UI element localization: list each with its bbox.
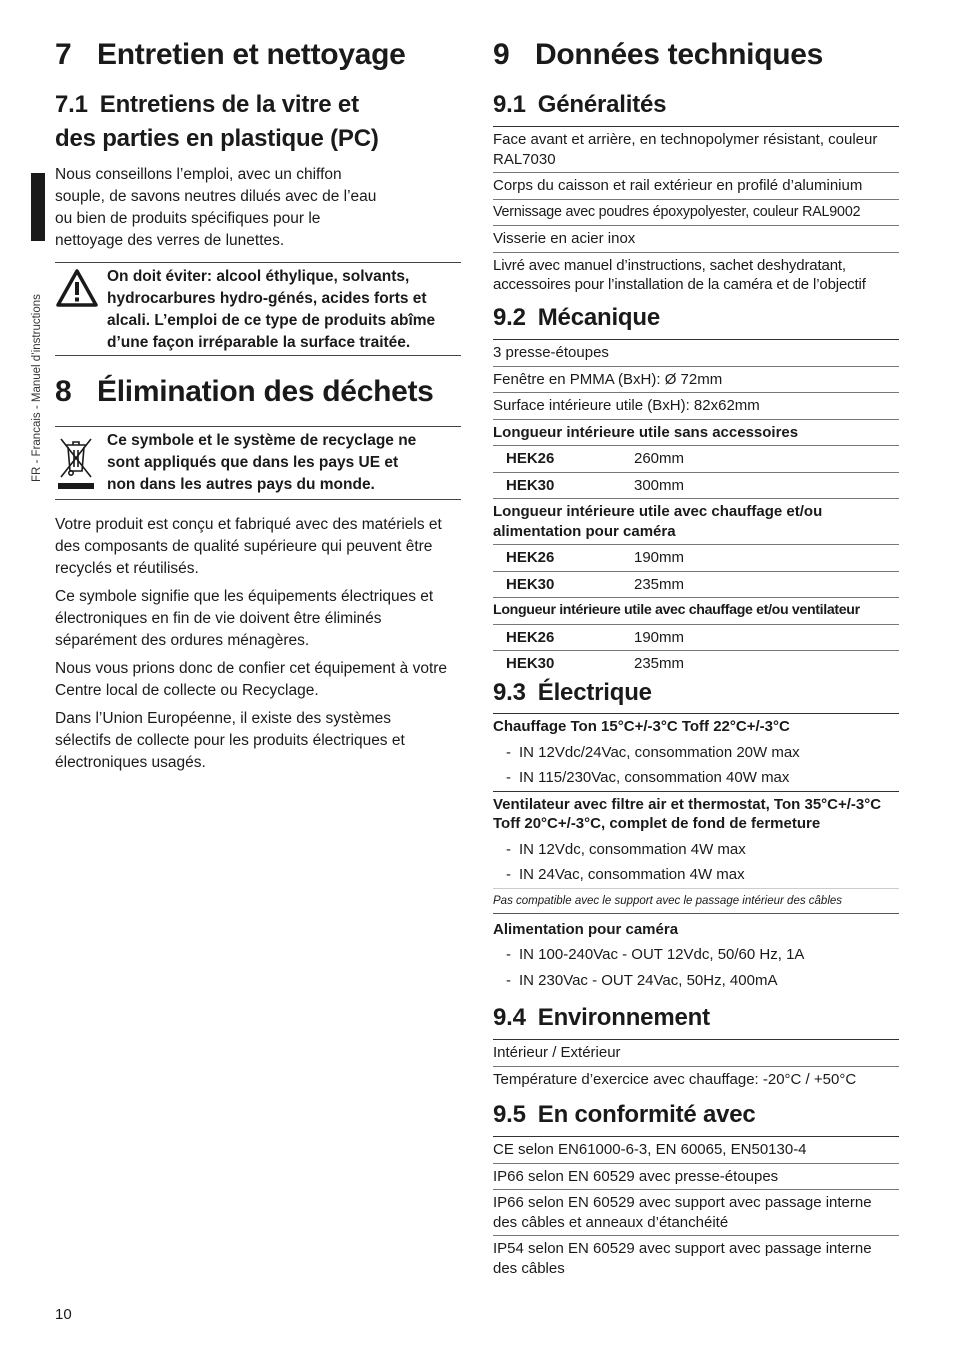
spec-text: IN 12Vdc, consommation 4W max	[519, 840, 746, 858]
model-value: 235mm	[634, 575, 685, 593]
spec-text: IN 12Vdc/24Vac, consommation 20W max	[519, 743, 800, 761]
recycling-paragraph-1: Votre produit est conçu et fabriqué avec des matériels et des composants de qualité supérieure qui peuvent être recyclés et réutilisés.	[55, 516, 442, 577]
section-9-3-heading	[493, 676, 652, 710]
section-title-line-1: Entretiens de la vitre et	[99, 91, 359, 118]
model-value: 190mm	[634, 549, 685, 566]
section-9-5-heading	[493, 1098, 756, 1132]
model-value: 190mm	[634, 628, 685, 646]
model-label: HEK26	[506, 450, 555, 467]
spec-row: Face avant et arrière, en technopolymer résistant, couleur RAL7030	[493, 126, 899, 172]
page-number: 10	[55, 1306, 72, 1323]
spec-row: Fenêtre en PMMA (BxH): Ø 72mm	[493, 366, 899, 393]
spec-text: IN 115/230Vac, consommation 40W max	[519, 769, 790, 786]
spec-row: IP66 selon EN 60529 avec support avec passage interne des câbles et anneaux d’étanchéité	[493, 1189, 899, 1235]
spec-group-header: Longueur intérieure utile avec chauffage et/ou alimentation pour caméra	[493, 498, 899, 544]
spec-row: Surface intérieure utile (BxH): 82x62mm	[493, 392, 899, 419]
dash-bullet: -	[506, 971, 511, 989]
section-number: 9.2	[493, 304, 526, 331]
spec-row: Température d’exercice avec chauffage: -20°C / +50°C	[493, 1066, 899, 1093]
model-value: 260mm	[634, 450, 685, 467]
warning-box	[55, 262, 461, 356]
section-number: 7.1	[55, 91, 88, 118]
section-number: 7	[55, 38, 72, 71]
spec-row: CE selon EN61000-6-3, EN 60065, EN50130-4	[493, 1136, 899, 1163]
model-label: HEK30	[506, 476, 555, 494]
section-title: Environnement	[537, 1004, 710, 1031]
spec-kv-row	[493, 472, 899, 499]
spec-row: Visserie en acier inox	[493, 225, 899, 252]
section-9-1-heading	[493, 88, 666, 122]
spec-kv-row	[493, 445, 899, 472]
section-title: Entretien et nettoyage	[97, 38, 406, 71]
side-language-label: FR - Francais - Manuel d’instructions	[31, 294, 43, 482]
spec-group-header: Ventilateur avec filtre air et thermostat, Ton 35°C+/-3°C Toff 20°C+/-3°C, complet de fond de fermeture	[493, 791, 899, 837]
section-number: 9.3	[493, 679, 526, 706]
section-title: Élimination des déchets	[97, 375, 434, 408]
dash-bullet: -	[506, 946, 511, 963]
side-tab-marker	[31, 173, 45, 241]
section-9-2-heading	[493, 301, 660, 335]
section-title: Électrique	[537, 679, 652, 706]
section-title: En conformité avec	[537, 1101, 756, 1128]
section-number: 8	[55, 375, 72, 408]
spec-list-item	[493, 862, 899, 888]
section-7-1-heading	[55, 88, 461, 156]
model-value: 235mm	[634, 655, 685, 672]
spec-text: IN 100-240Vac - OUT 12Vdc, 50/60 Hz, 1A	[519, 946, 805, 963]
spec-row: IP66 selon EN 60529 avec presse-étoupes	[493, 1163, 899, 1190]
spec-row: Corps du caisson et rail extérieur en profilé d’aluminium	[493, 172, 899, 199]
mechanical-specs-table	[493, 339, 899, 677]
warning-icon	[55, 268, 99, 308]
spec-kv-row	[493, 624, 899, 651]
recycling-paragraph-2: Ce symbole signifie que les équipements électriques et électroniques en fin de vie doivent être éliminés séparément des ordures ménagères.	[55, 588, 434, 649]
compliance-specs-table	[493, 1136, 899, 1281]
section-number: 9.1	[493, 91, 526, 118]
section-9-heading	[493, 38, 823, 72]
spec-kv-row	[493, 650, 899, 677]
environment-specs-table	[493, 1039, 899, 1092]
spec-kv-row	[493, 571, 899, 598]
dash-bullet: -	[506, 866, 511, 883]
spec-list-item	[493, 968, 899, 994]
model-value: 300mm	[634, 476, 685, 494]
spec-row: IP54 selon EN 60529 avec support avec passage interne des câbles	[493, 1235, 899, 1281]
model-label: HEK30	[506, 575, 555, 593]
spec-group-header: Chauffage Ton 15°C+/-3°C Toff 22°C+/-3°C	[493, 713, 899, 740]
spec-text: IN 24Vac, consommation 4W max	[519, 866, 745, 883]
section-number: 9	[493, 38, 510, 71]
spec-group-header: Longueur intérieure utile sans accessoires	[493, 419, 899, 446]
dash-bullet: -	[506, 743, 511, 761]
weee-bin-icon	[57, 433, 95, 491]
recycling-notice-box	[55, 426, 461, 500]
spec-list-item	[493, 765, 899, 791]
section-number: 9.5	[493, 1101, 526, 1128]
electrical-specs-table	[493, 713, 899, 993]
section-7-heading	[55, 38, 406, 72]
spec-row: Intérieur / Extérieur	[493, 1039, 899, 1066]
model-label: HEK26	[506, 628, 555, 646]
spec-text: IN 230Vac - OUT 24Vac, 50Hz, 400mA	[519, 971, 778, 989]
spec-list-item	[493, 837, 899, 863]
section-8-heading	[55, 375, 434, 409]
cleaning-paragraph: Nous conseillons l’emploi, avec un chiffon souple, de savons neutres dilués avec de l’eau ou bien de produits spécifiques pour le nettoyage des verres de lunettes.	[55, 166, 377, 249]
recycling-notice-text: Ce symbole et le système de recyclage ne sont appliqués que dans les pays UE et non dans les autres pays du monde.	[107, 432, 417, 493]
model-label: HEK30	[506, 655, 555, 672]
recycling-paragraph-4: Dans l’Union Européenne, il existe des systèmes sélectifs de collecte pour les produits électriques et électroniques usagés.	[55, 710, 405, 771]
section-title: Données techniques	[535, 38, 824, 71]
section-title: Mécanique	[537, 304, 660, 331]
spec-kv-row	[493, 544, 899, 571]
spec-group-header: Alimentation pour caméra	[493, 920, 679, 938]
spec-list-item	[493, 740, 899, 766]
spec-row: Livré avec manuel d’instructions, sachet deshydratant, accessoires pour l’installation de la caméra et de l’objectif	[493, 252, 899, 298]
section-9-4-heading	[493, 1001, 710, 1035]
recycling-paragraph-3: Nous vous prions donc de confier cet équipement à votre Centre local de collecte ou Recyclage.	[55, 660, 448, 699]
spec-row: 3 presse-étoupes	[493, 339, 899, 366]
spec-list-item	[493, 942, 899, 968]
section-title: Généralités	[537, 91, 667, 118]
general-specs-table	[493, 126, 899, 298]
dash-bullet: -	[506, 769, 511, 786]
warning-text: On doit éviter: alcool éthylique, solvants, hydrocarbures hydro-génés, acides forts et alcali. L’emploi de ce type de produits abîme d’une façon irréparable la surface traitée.	[107, 268, 436, 351]
spec-group-header: Longueur intérieure utile avec chauffage et/ou ventilateur	[493, 597, 899, 624]
model-label: HEK26	[506, 549, 555, 566]
section-title-line-2: des parties en plastique (PC)	[55, 125, 379, 152]
dash-bullet: -	[506, 840, 511, 858]
spec-row: Vernissage avec poudres époxypolyester, couleur RAL9002	[493, 199, 899, 226]
section-number: 9.4	[493, 1004, 526, 1031]
compatibility-note: Pas compatible avec le support avec le passage intérieur des câbles	[493, 888, 899, 914]
